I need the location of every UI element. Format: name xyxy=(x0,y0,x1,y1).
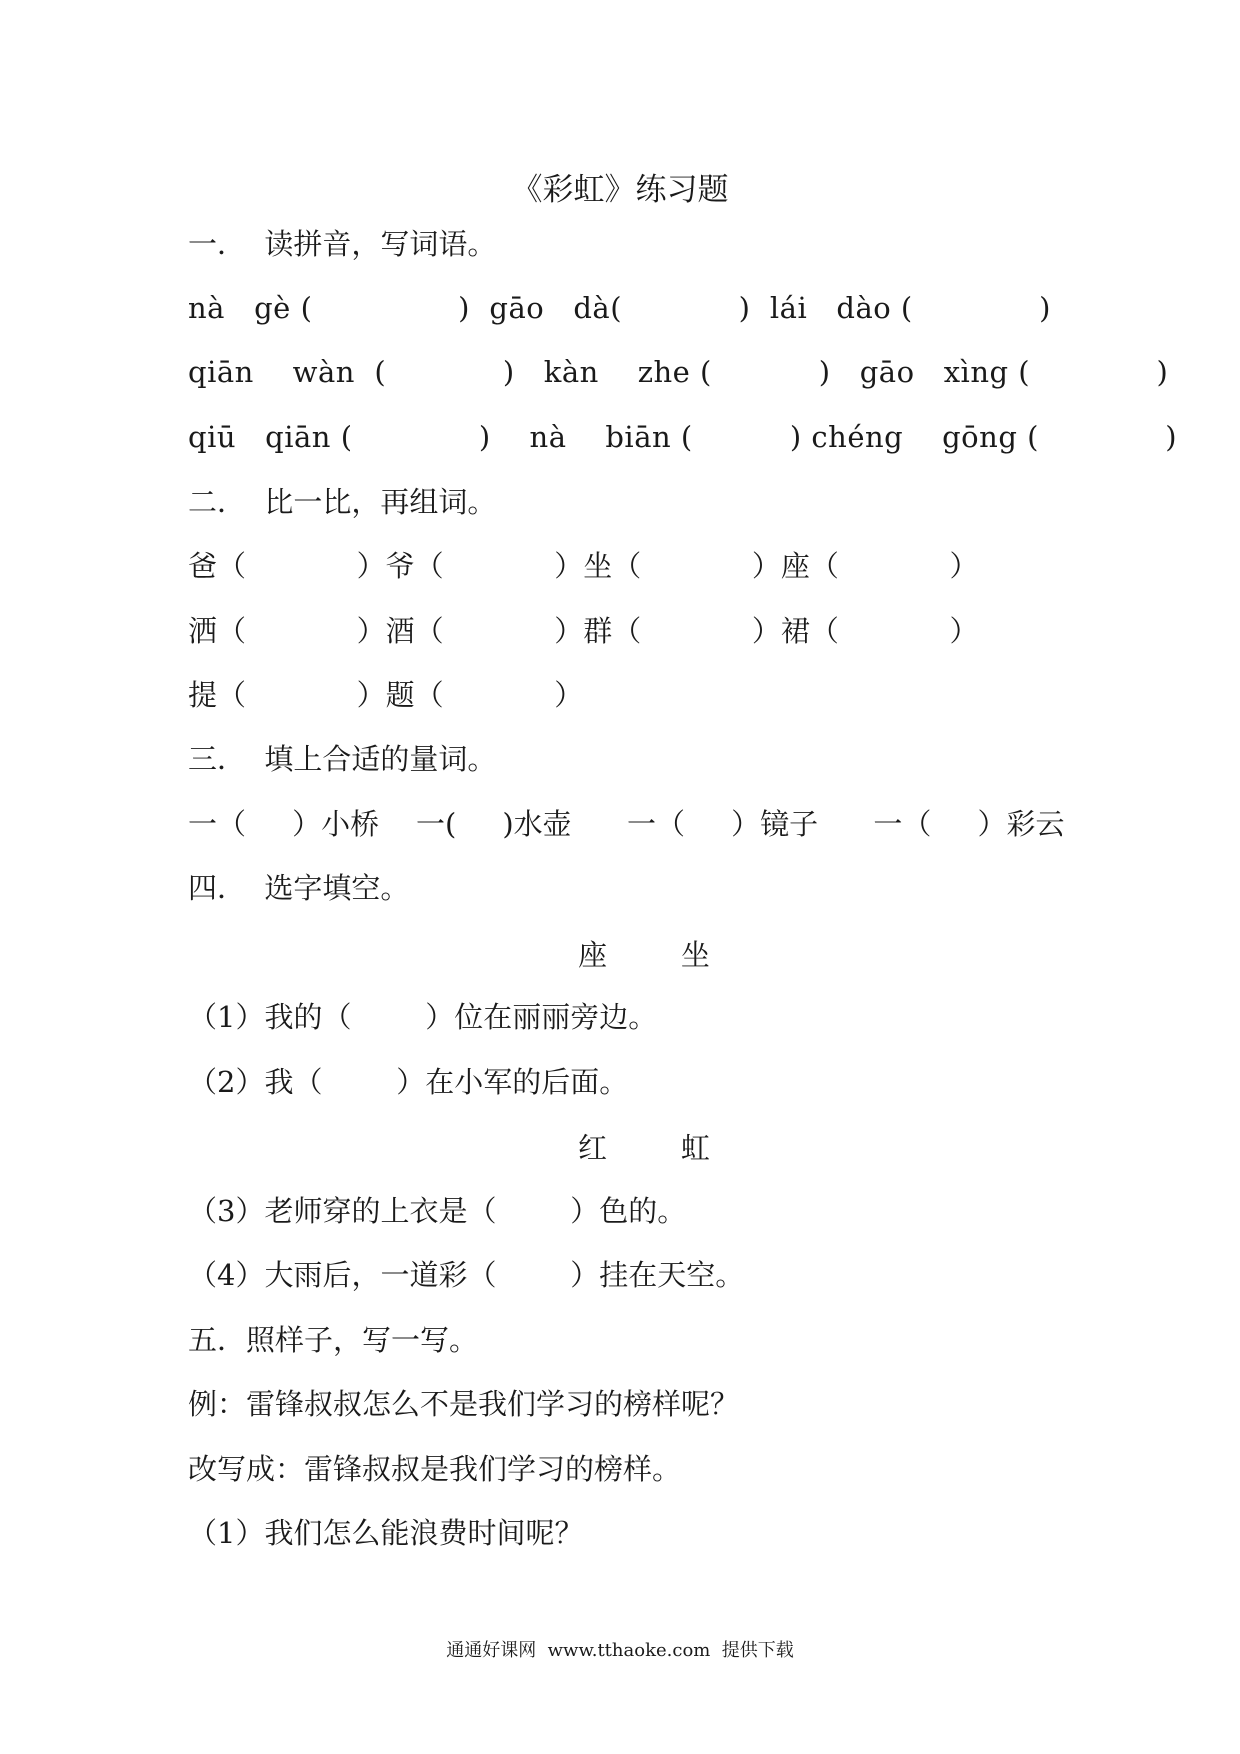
fill-item-3: （3）老师穿的上衣是（ ）色的。 xyxy=(188,1194,687,1228)
rewrite-sentence: 改写成：雷锋叔叔是我们学习的榜样。 xyxy=(188,1452,682,1486)
page-title: 《彩虹》练习题 xyxy=(511,172,729,208)
footer-text: 通通好课网 www.tthaoke.com 提供下载 xyxy=(446,1640,794,1661)
compare-row-1: 爸（ ）爷（ ）坐（ ）座（ ） xyxy=(188,549,979,583)
section-4-heading: 四． 选字填空。 xyxy=(188,871,410,905)
compare-row-3: 提（ ）题（ ） xyxy=(188,678,584,712)
fill-item-1: （1）我的（ ）位在丽丽旁边。 xyxy=(188,1000,658,1034)
pinyin-row-3: qiū qiān ( ) nà biān ( ) chéng gōng ( ) xyxy=(188,420,1178,454)
measure-word-row: 一（ ）小桥 一( )水壶 一（ ）镜子 一（ ）彩云 xyxy=(188,807,1065,841)
section-5-heading: 五．照样子，写一写。 xyxy=(188,1323,479,1357)
pinyin-row-2: qiān wàn ( ) kàn zhe ( ) gāo xìng ( ) xyxy=(188,355,1169,389)
choice-chars-2: 红 虹 xyxy=(578,1131,710,1165)
section-1-heading: 一． 读拼音，写词语。 xyxy=(188,227,497,261)
rewrite-item-1: （1）我们怎么能浪费时间呢？ xyxy=(188,1516,584,1550)
section-3-heading: 三． 填上合适的量词。 xyxy=(188,742,497,776)
example-sentence: 例：雷锋叔叔怎么不是我们学习的榜样呢？ xyxy=(188,1387,740,1421)
choice-chars-1: 座 坐 xyxy=(578,938,710,972)
section-2-heading: 二． 比一比，再组词。 xyxy=(188,485,497,519)
compare-row-2: 洒（ ）酒（ ）群（ ）裙（ ） xyxy=(188,614,979,648)
fill-item-4: （4）大雨后，一道彩（ ）挂在天空。 xyxy=(188,1258,745,1292)
fill-item-2: （2）我（ ）在小军的后面。 xyxy=(188,1065,629,1099)
pinyin-row-1: nà gè ( ) gāo dà( ) lái dào ( ) xyxy=(188,291,1051,325)
